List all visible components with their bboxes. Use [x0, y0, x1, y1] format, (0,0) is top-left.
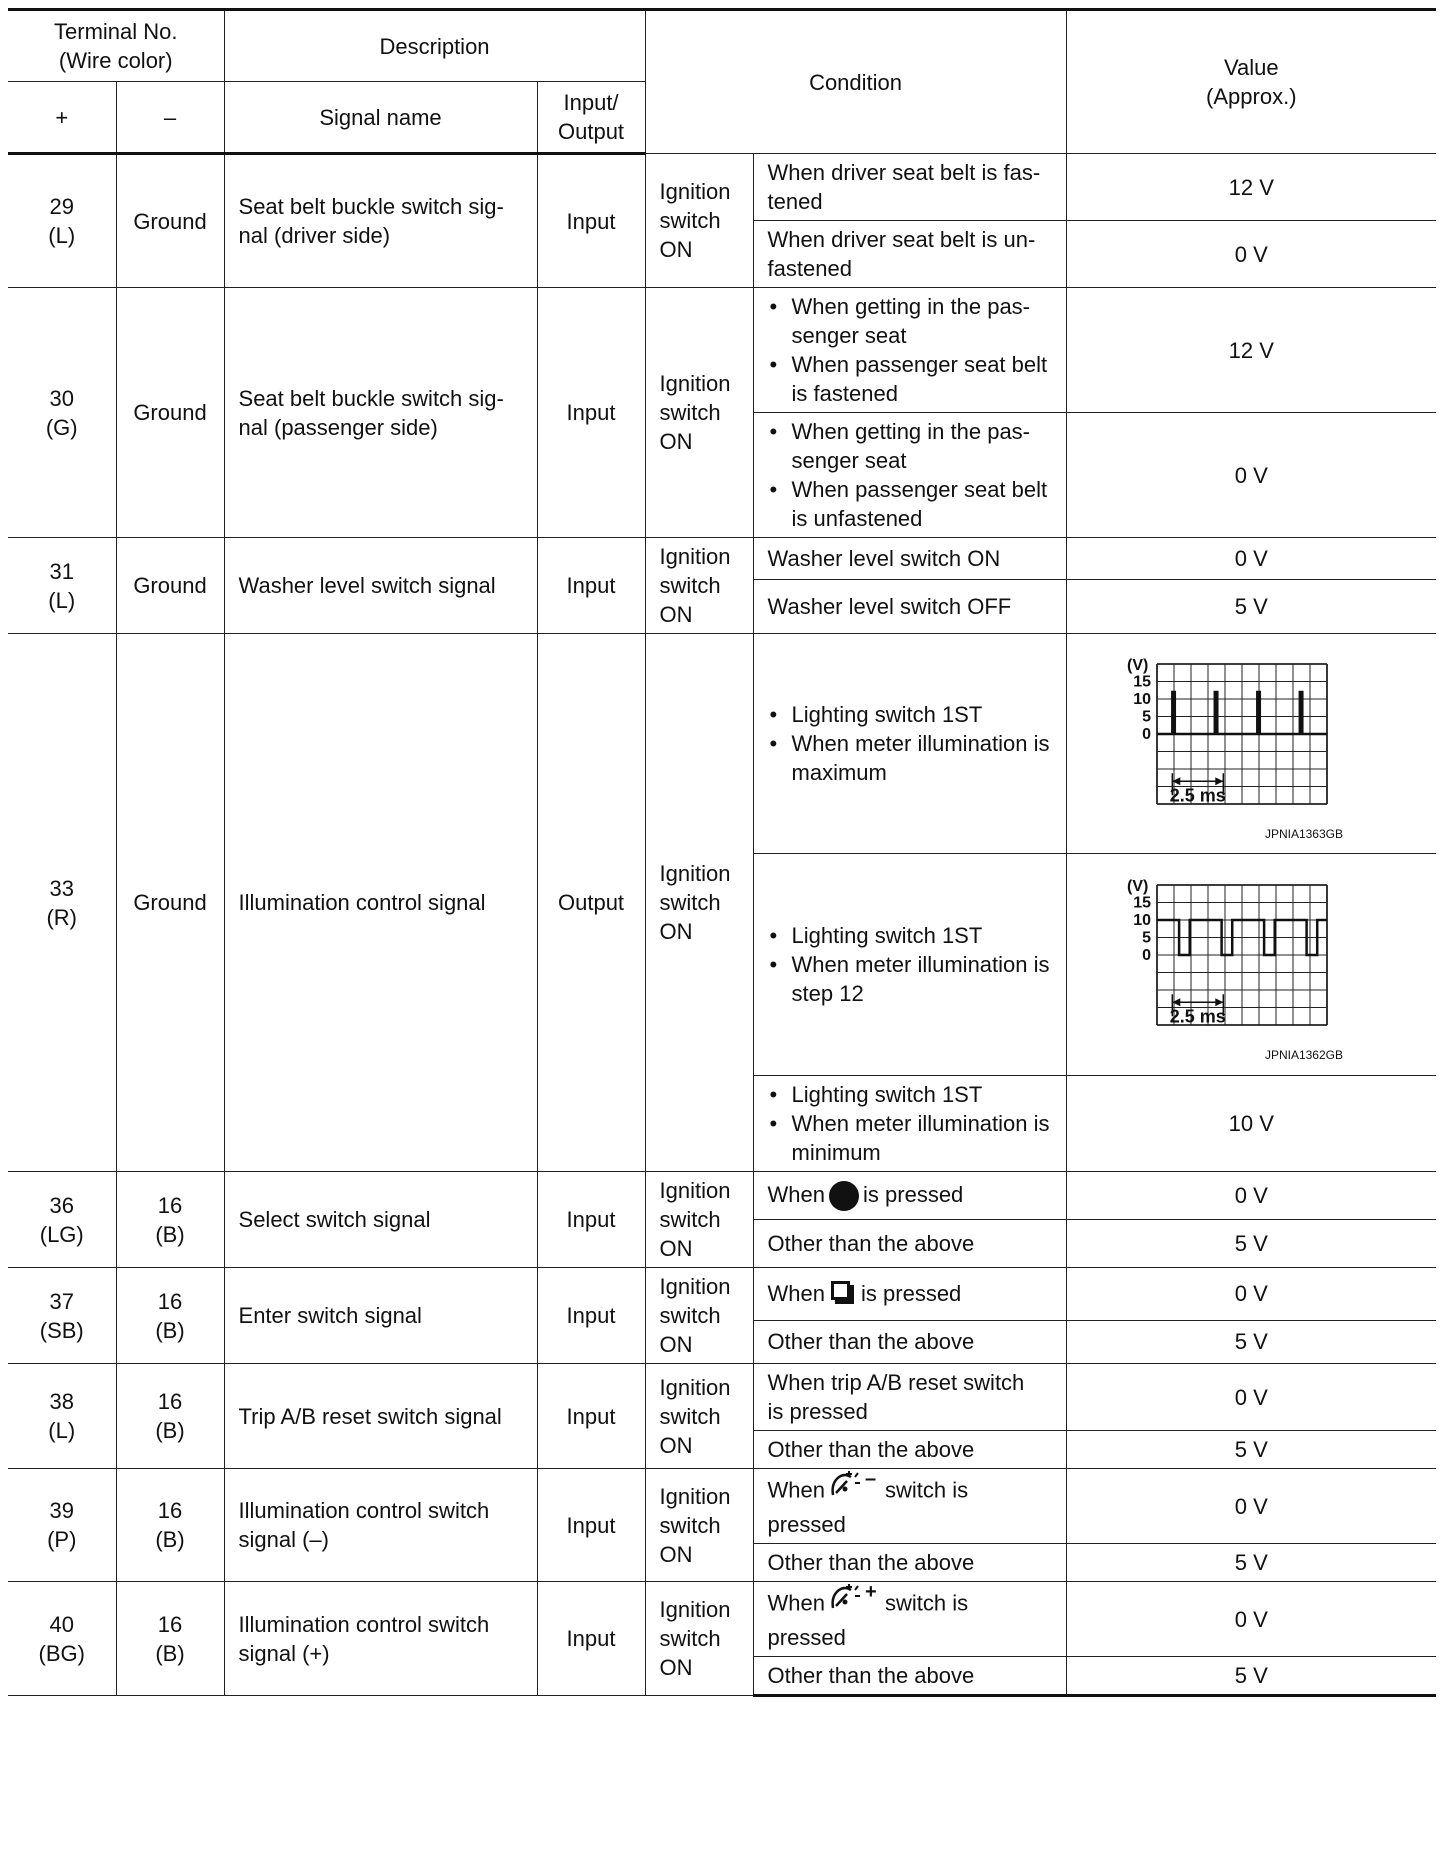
condition-text: Washer level switch OFF	[767, 594, 1012, 620]
y-tick-label: 5	[1141, 929, 1151, 946]
input-output-cell: Input	[537, 538, 645, 634]
terminal-spec-table	[8, 8, 1436, 1697]
ignition-text: ON	[659, 1432, 693, 1458]
ignition-cell	[645, 1172, 753, 1268]
condition-bullet: • Lighting switch 1ST	[768, 1080, 1052, 1109]
ignition-text: Ignition	[659, 1597, 731, 1622]
ignition-cell	[645, 538, 753, 634]
terminal-plus-cell	[8, 1364, 116, 1469]
condition-bullet: • When passenger seat belt is unfastened	[768, 475, 1052, 533]
ignition-text: switch	[659, 1303, 721, 1328]
wire-color: (L)	[48, 223, 76, 248]
terminal-number: 31	[49, 558, 74, 584]
ignition-text: Ignition	[659, 1178, 731, 1203]
condition-cell	[753, 1469, 1066, 1544]
ignition-text: switch	[659, 208, 721, 233]
value-cell: 0 V	[1066, 1364, 1436, 1431]
ignition-text: Ignition	[659, 371, 731, 396]
minus-header: –	[116, 82, 224, 154]
condition-text: is pressed	[767, 1399, 868, 1424]
value-cell: 5 V	[1066, 1657, 1436, 1696]
terminal-minus-cell	[116, 1469, 224, 1582]
condition-cell	[753, 1364, 1066, 1431]
signal-name-cell	[224, 1172, 537, 1268]
value-cell: 5 V	[1066, 580, 1436, 634]
wire-color: (L)	[48, 587, 76, 613]
condition-bullet: • When passenger seat belt is fastened	[768, 350, 1052, 408]
condition-bullets	[768, 417, 1052, 533]
terminal-number: 36	[49, 1192, 74, 1218]
terminal-number: 16	[157, 1288, 183, 1314]
value-cell: 0 V	[1066, 1582, 1436, 1657]
ignition-text: Ignition	[659, 544, 731, 569]
signal-name-cell	[224, 1364, 537, 1469]
illumination-minus-icon	[829, 1469, 881, 1506]
condition-bullet: • Lighting switch 1ST	[768, 921, 1052, 950]
y-tick-label: 10	[1132, 690, 1151, 708]
condition-cell	[753, 1582, 1066, 1657]
condition-after-2: pressed	[767, 1625, 846, 1650]
condition-cell	[753, 1320, 1066, 1363]
ignition-cell	[645, 1268, 753, 1364]
ignition-text: switch	[659, 1512, 721, 1538]
terminal-number: 30	[49, 385, 74, 411]
input-output-cell: Input	[537, 1469, 645, 1582]
condition-text: fastened	[767, 256, 852, 281]
condition-text: tened	[767, 189, 823, 214]
ignition-text: ON	[659, 429, 693, 454]
value-cell: 5 V	[1066, 1320, 1436, 1363]
value-cell: 0 V	[1066, 413, 1436, 538]
signal-name-header: Signal name	[224, 82, 537, 154]
terminal-plus-cell	[8, 634, 116, 1172]
terminal-minus-cell	[116, 634, 224, 1172]
terminal-number: 40	[49, 1611, 74, 1637]
terminal-minus-cell	[116, 1582, 224, 1696]
ignition-text: Ignition	[659, 179, 731, 204]
input-output-cell: Input	[537, 1582, 645, 1696]
terminal-plus-cell	[8, 1469, 116, 1582]
table-row	[8, 288, 1436, 413]
terminal-number: 33	[49, 875, 74, 901]
condition-text: When driver seat belt is un-	[767, 227, 1036, 252]
input-output-header: Input/ Output	[537, 82, 645, 154]
value-cell: 0 V	[1066, 538, 1436, 580]
wire-color: (B)	[155, 1418, 185, 1443]
signal-name: Enter switch signal	[238, 1303, 422, 1328]
terminal-plus-cell	[8, 154, 116, 288]
condition-bullets	[768, 921, 1052, 1008]
condition-text: When trip A/B reset switch	[767, 1370, 1025, 1395]
condition-after: is pressed	[863, 1181, 964, 1207]
wire-color: (B)	[155, 1527, 185, 1552]
terminal-no-header: Terminal No. (Wire color)	[8, 10, 224, 82]
illumination-glyph-icon	[829, 1469, 881, 1499]
ignition-cell	[645, 288, 753, 538]
value-cell: 12 V	[1066, 154, 1436, 221]
input-output-cell: Input	[537, 154, 645, 288]
ignition-text: ON	[659, 602, 693, 627]
ignition-text: ON	[659, 1655, 693, 1680]
ignition-text: ON	[659, 1236, 693, 1261]
ignition-text: switch	[659, 1626, 721, 1651]
illumination-glyph-icon	[829, 1582, 881, 1612]
table-row	[8, 1582, 1436, 1657]
condition-cell	[753, 538, 1066, 580]
signal-name: Select switch signal	[238, 1207, 431, 1232]
terminal-number: 29	[49, 194, 74, 219]
signal-name: Seat belt buckle switch sig-	[238, 385, 504, 411]
signal-name-cell	[224, 1268, 537, 1364]
table-row	[8, 538, 1436, 580]
terminal-minus-cell	[116, 288, 224, 538]
value-cell: 0 V	[1066, 221, 1436, 288]
value-cell: 5 V	[1066, 1431, 1436, 1469]
ignition-text: switch	[659, 400, 721, 425]
ignition-text: ON	[659, 919, 693, 944]
table-row	[8, 1469, 1436, 1544]
ignition-text: switch	[659, 573, 721, 598]
condition-cell	[753, 413, 1066, 538]
condition-bullet: • When meter illumination is maximum	[768, 729, 1052, 787]
terminal-number: 38	[49, 1389, 74, 1414]
wire-color: (SB)	[39, 1317, 84, 1343]
signal-name-cell	[224, 1469, 537, 1582]
condition-bullet: • When getting in the pas- senger seat	[768, 417, 1052, 475]
terminal-plus-cell	[8, 1582, 116, 1696]
condition-after-2: pressed	[767, 1512, 846, 1537]
ignition-text: Ignition	[659, 1374, 731, 1400]
condition-cell	[753, 1268, 1066, 1321]
oscilloscope-waveform	[1077, 644, 1347, 844]
value-cell: 5 V	[1066, 1220, 1436, 1268]
condition-bullets	[768, 292, 1052, 408]
wire-color: (LG)	[39, 1221, 84, 1247]
condition-text: Other than the above	[767, 1437, 975, 1462]
y-tick-label: 15	[1132, 673, 1151, 690]
value-waveform-cell	[1066, 634, 1436, 854]
terminal-minus-cell	[116, 1172, 224, 1268]
signal-name-cell	[224, 288, 537, 538]
y-tick-label: 0	[1141, 946, 1151, 964]
figure-code-label: JPNIA1363GB	[1264, 826, 1343, 841]
condition-when: When	[767, 1281, 826, 1307]
value-cell: 0 V	[1066, 1172, 1436, 1220]
terminal-minus-cell	[116, 538, 224, 634]
terminal-rows	[8, 154, 1436, 1696]
value-cell: 10 V	[1066, 1076, 1436, 1172]
condition-when: When	[767, 1590, 826, 1616]
condition-text: Washer level switch ON	[767, 546, 1001, 572]
ignition-text: ON	[659, 237, 693, 262]
wire-color: (L)	[48, 1418, 76, 1443]
condition-cell	[753, 1076, 1066, 1172]
input-output-cell: Input	[537, 288, 645, 538]
figure-code-label: JPNIA1362GB	[1264, 1047, 1343, 1062]
condition-bullet: • Lighting switch 1ST	[768, 700, 1052, 729]
terminal-plus-cell	[8, 538, 116, 634]
ignition-cell	[645, 1582, 753, 1696]
terminal-number: Ground	[133, 208, 207, 234]
condition-after: switch is	[885, 1477, 969, 1503]
oscilloscope-waveform	[1077, 865, 1347, 1065]
condition-cell	[753, 1657, 1066, 1696]
signal-name: Illumination control switch	[238, 1611, 490, 1637]
wire-color: (B)	[155, 1221, 185, 1247]
signal-name: Illumination control signal	[238, 890, 486, 915]
value-cell: 12 V	[1066, 288, 1436, 413]
signal-name-cell	[224, 154, 537, 288]
y-unit-label: (V)	[1126, 656, 1148, 674]
input-output-cell: Input	[537, 1172, 645, 1268]
ignition-cell	[645, 1469, 753, 1582]
condition-bullet: • When meter illumination is minimum	[768, 1109, 1052, 1167]
y-tick-label: 5	[1141, 708, 1151, 725]
period-label: 2.5 ms	[1169, 784, 1226, 805]
signal-name-cell	[224, 634, 537, 1172]
wire-color: (P)	[47, 1527, 77, 1552]
terminal-number: 16	[157, 1611, 183, 1637]
wire-color: (R)	[46, 904, 78, 930]
condition-bullets	[768, 1080, 1052, 1167]
signal-name-cell	[224, 1582, 537, 1696]
signal-name: Trip A/B reset switch signal	[238, 1403, 502, 1429]
wire-color: (B)	[155, 1640, 185, 1666]
condition-header: Condition	[645, 10, 1066, 154]
value-header: Value (Approx.)	[1066, 10, 1436, 154]
table-row	[8, 1172, 1436, 1220]
table-row	[8, 1268, 1436, 1321]
illumination-sign: +	[865, 1582, 877, 1603]
wire-color: (G)	[45, 414, 78, 440]
table-row	[8, 154, 1436, 221]
terminal-number: 37	[49, 1288, 74, 1314]
terminal-number: 39	[49, 1498, 74, 1523]
signal-name-cont: signal (+)	[238, 1640, 330, 1666]
terminal-number: 16	[157, 1389, 183, 1414]
terminal-number: 16	[157, 1192, 183, 1218]
condition-cell	[753, 854, 1066, 1076]
condition-text: Other than the above	[767, 1663, 975, 1688]
input-output-cell: Input	[537, 1364, 645, 1469]
condition-text: Other than the above	[767, 1550, 975, 1575]
condition-text: Other than the above	[767, 1231, 975, 1256]
condition-cell	[753, 580, 1066, 634]
condition-text: Other than the above	[767, 1329, 975, 1355]
signal-name: Illumination control switch	[238, 1498, 490, 1523]
ignition-text: ON	[659, 1332, 693, 1357]
value-cell: 5 V	[1066, 1544, 1436, 1582]
input-output-cell: Input	[537, 1268, 645, 1364]
period-label: 2.5 ms	[1169, 1005, 1226, 1026]
terminal-minus-cell	[116, 1268, 224, 1364]
terminal-plus-cell	[8, 288, 116, 538]
signal-name: Seat belt buckle switch sig-	[238, 194, 504, 219]
illumination-plus-icon	[829, 1582, 881, 1619]
input-output-cell: Output	[537, 634, 645, 1172]
plus-header: +	[8, 82, 116, 154]
terminal-number: 16	[157, 1498, 183, 1523]
condition-cell	[753, 634, 1066, 854]
value-waveform-cell	[1066, 854, 1436, 1076]
condition-cell	[753, 1172, 1066, 1220]
condition-cell	[753, 1220, 1066, 1268]
wire-color: (B)	[155, 1317, 185, 1343]
terminal-spec-page	[8, 8, 1436, 1697]
condition-cell	[753, 1431, 1066, 1469]
y-tick-label: 15	[1132, 894, 1151, 911]
signal-name-cont: signal (–)	[238, 1527, 329, 1552]
ignition-text: ON	[659, 1541, 693, 1567]
ignition-text: switch	[659, 1403, 721, 1429]
terminal-plus-cell	[8, 1172, 116, 1268]
condition-text: When driver seat belt is fas-	[767, 160, 1041, 185]
y-tick-label: 0	[1141, 725, 1151, 743]
signal-name-cont: nal (driver side)	[238, 223, 391, 248]
condition-bullet: • When meter illumination is step 12	[768, 950, 1052, 1008]
ignition-cell	[645, 154, 753, 288]
condition-cell	[753, 288, 1066, 413]
ignition-text: switch	[659, 890, 721, 915]
ignition-text: switch	[659, 1207, 721, 1232]
illumination-sign: –	[865, 1469, 877, 1490]
ignition-text: Ignition	[659, 1483, 731, 1509]
condition-bullet: • When getting in the pas- senger seat	[768, 292, 1052, 350]
terminal-plus-cell	[8, 1268, 116, 1364]
condition-cell	[753, 221, 1066, 288]
table-row	[8, 1364, 1436, 1431]
condition-when: When	[767, 1477, 826, 1503]
terminal-number: Ground	[133, 400, 207, 425]
wire-color: (BG)	[38, 1640, 85, 1666]
terminal-minus-cell	[116, 154, 224, 288]
signal-name-cell	[224, 538, 537, 634]
terminal-number: Ground	[133, 573, 207, 598]
value-cell: 0 V	[1066, 1268, 1436, 1321]
table-row	[8, 634, 1436, 854]
filled-circle-icon	[829, 1181, 859, 1211]
ignition-text: Ignition	[659, 861, 731, 886]
signal-name: Washer level switch signal	[238, 573, 496, 598]
condition-after: switch is	[885, 1590, 969, 1616]
ignition-cell	[645, 634, 753, 1172]
terminal-minus-cell	[116, 1364, 224, 1469]
ignition-text: Ignition	[659, 1274, 731, 1299]
signal-name-cont: nal (passenger side)	[238, 414, 438, 440]
description-header: Description	[224, 10, 645, 82]
ignition-cell	[645, 1364, 753, 1469]
y-unit-label: (V)	[1126, 877, 1148, 895]
value-cell: 0 V	[1066, 1469, 1436, 1544]
condition-when: When	[767, 1181, 826, 1207]
condition-cell	[753, 1544, 1066, 1582]
enter-square-icon	[831, 1281, 855, 1305]
condition-bullets	[768, 700, 1052, 787]
y-tick-label: 10	[1132, 911, 1151, 929]
condition-cell	[753, 154, 1066, 221]
terminal-number: Ground	[133, 890, 207, 915]
condition-after: is pressed	[861, 1281, 962, 1307]
